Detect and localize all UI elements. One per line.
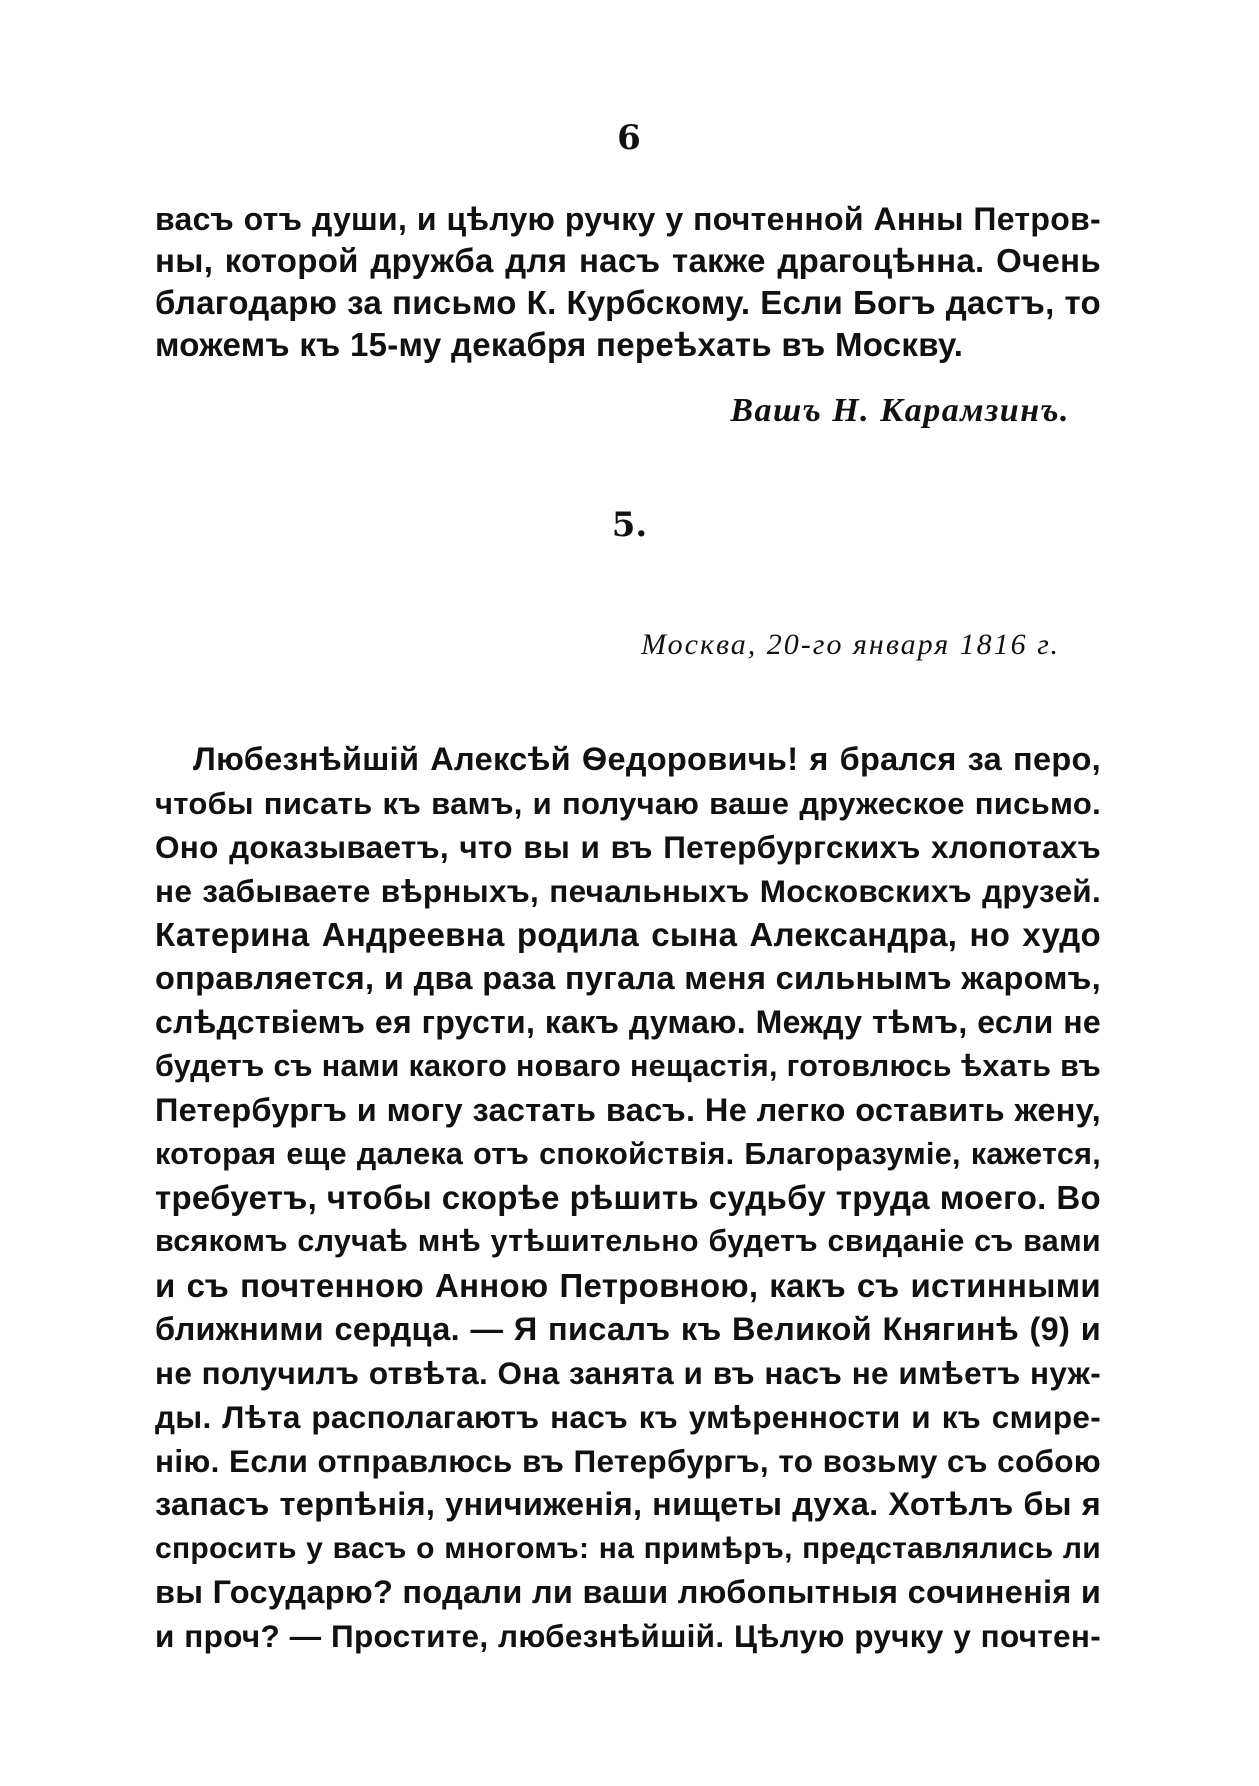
text-line: требуетъ, чтобы скорѣе рѣшить судьбу труда моего. Во <box>155 1179 1101 1217</box>
letter-4-continuation <box>155 198 1101 366</box>
text-line: и съ почтенною Анною Петровною, какъ съ истинными <box>155 1267 1101 1305</box>
text-line: всякомъ случаѣ мнѣ утѣшительно будетъ свиданіе съ вами <box>155 1224 1101 1259</box>
text-line: не забываете вѣрныхъ, печальныхъ Московскихъ друзей. <box>155 872 1101 909</box>
text-line: оправляется, и два раза пугала меня сильнымъ жаромъ, <box>155 960 1101 997</box>
signature: Вашъ Н. Карамзинъ. <box>730 392 1070 429</box>
text-line: благодарю за письмо К. Курбскому. Если Богъ дастъ, то <box>155 284 1101 321</box>
text-line: Петербургъ и могу застать васъ. Не легко оставить жену, <box>155 1091 1101 1128</box>
text-line: запасъ терпѣнія, уничиженія, нищеты духа. Хотѣлъ бы я <box>155 1486 1101 1523</box>
text-line: Любезнѣйшій Алексѣй Ѳедоровичь! я брался за перо, <box>193 741 1101 777</box>
text-line: Оно доказываетъ, что вы и въ Петербургскихъ хлопотахъ <box>155 828 1101 865</box>
text-line: Катерина Андреевна родила сына Александра, но худо <box>155 916 1101 954</box>
text-line: ды. Лѣта располагаютъ насъ къ умѣренности и къ смире- <box>155 1398 1101 1435</box>
text-line: будетъ съ нами какого новаго нещастія, готовлюсь ѣхать въ <box>155 1048 1101 1083</box>
letter-number: 5. <box>611 505 648 545</box>
text-line: спросить у васъ о многомъ: на примѣръ, представлялись ли <box>155 1532 1101 1566</box>
dateline: Москва, 20-го января 1816 г. <box>641 628 1060 661</box>
text-line: ближними сердца. — Я писалъ къ Великой Княгинѣ (9) и <box>155 1310 1101 1347</box>
text-line: слѣдствіемъ ея грусти, какъ думаю. Между тѣмъ, если не <box>155 1004 1101 1041</box>
text-line: нію. Если отправлюсь въ Петербургъ, то возьму съ собою <box>155 1442 1101 1479</box>
text-line: чтобы писать къ вамъ, и получаю ваше дружеское письмо. <box>155 785 1101 821</box>
text-line: не получилъ отвѣта. Она занята и въ насъ не имѣетъ нуж- <box>155 1354 1101 1391</box>
letter-5-body <box>155 738 1101 1659</box>
text-line: вы Государю? подали ли ваши любопытныя сочиненія и <box>155 1574 1102 1611</box>
text-line: васъ отъ души, и цѣлую ручку у почтенной Анны Петров- <box>155 201 1101 237</box>
text-line: ны, которой дружба для насъ также драгоцѣнна. Очень <box>155 242 1101 279</box>
text-line: и проч? — Простите, любезнѣйшій. Цѣлую ручку у почтен- <box>155 1617 1101 1654</box>
text-line: можемъ къ 15-му декабря переѣхать въ Москву. <box>155 326 964 363</box>
page-number: 6 <box>617 118 642 158</box>
text-line: которая еще далека отъ спокойствія. Благоразуміе, кажется, <box>155 1136 1101 1171</box>
